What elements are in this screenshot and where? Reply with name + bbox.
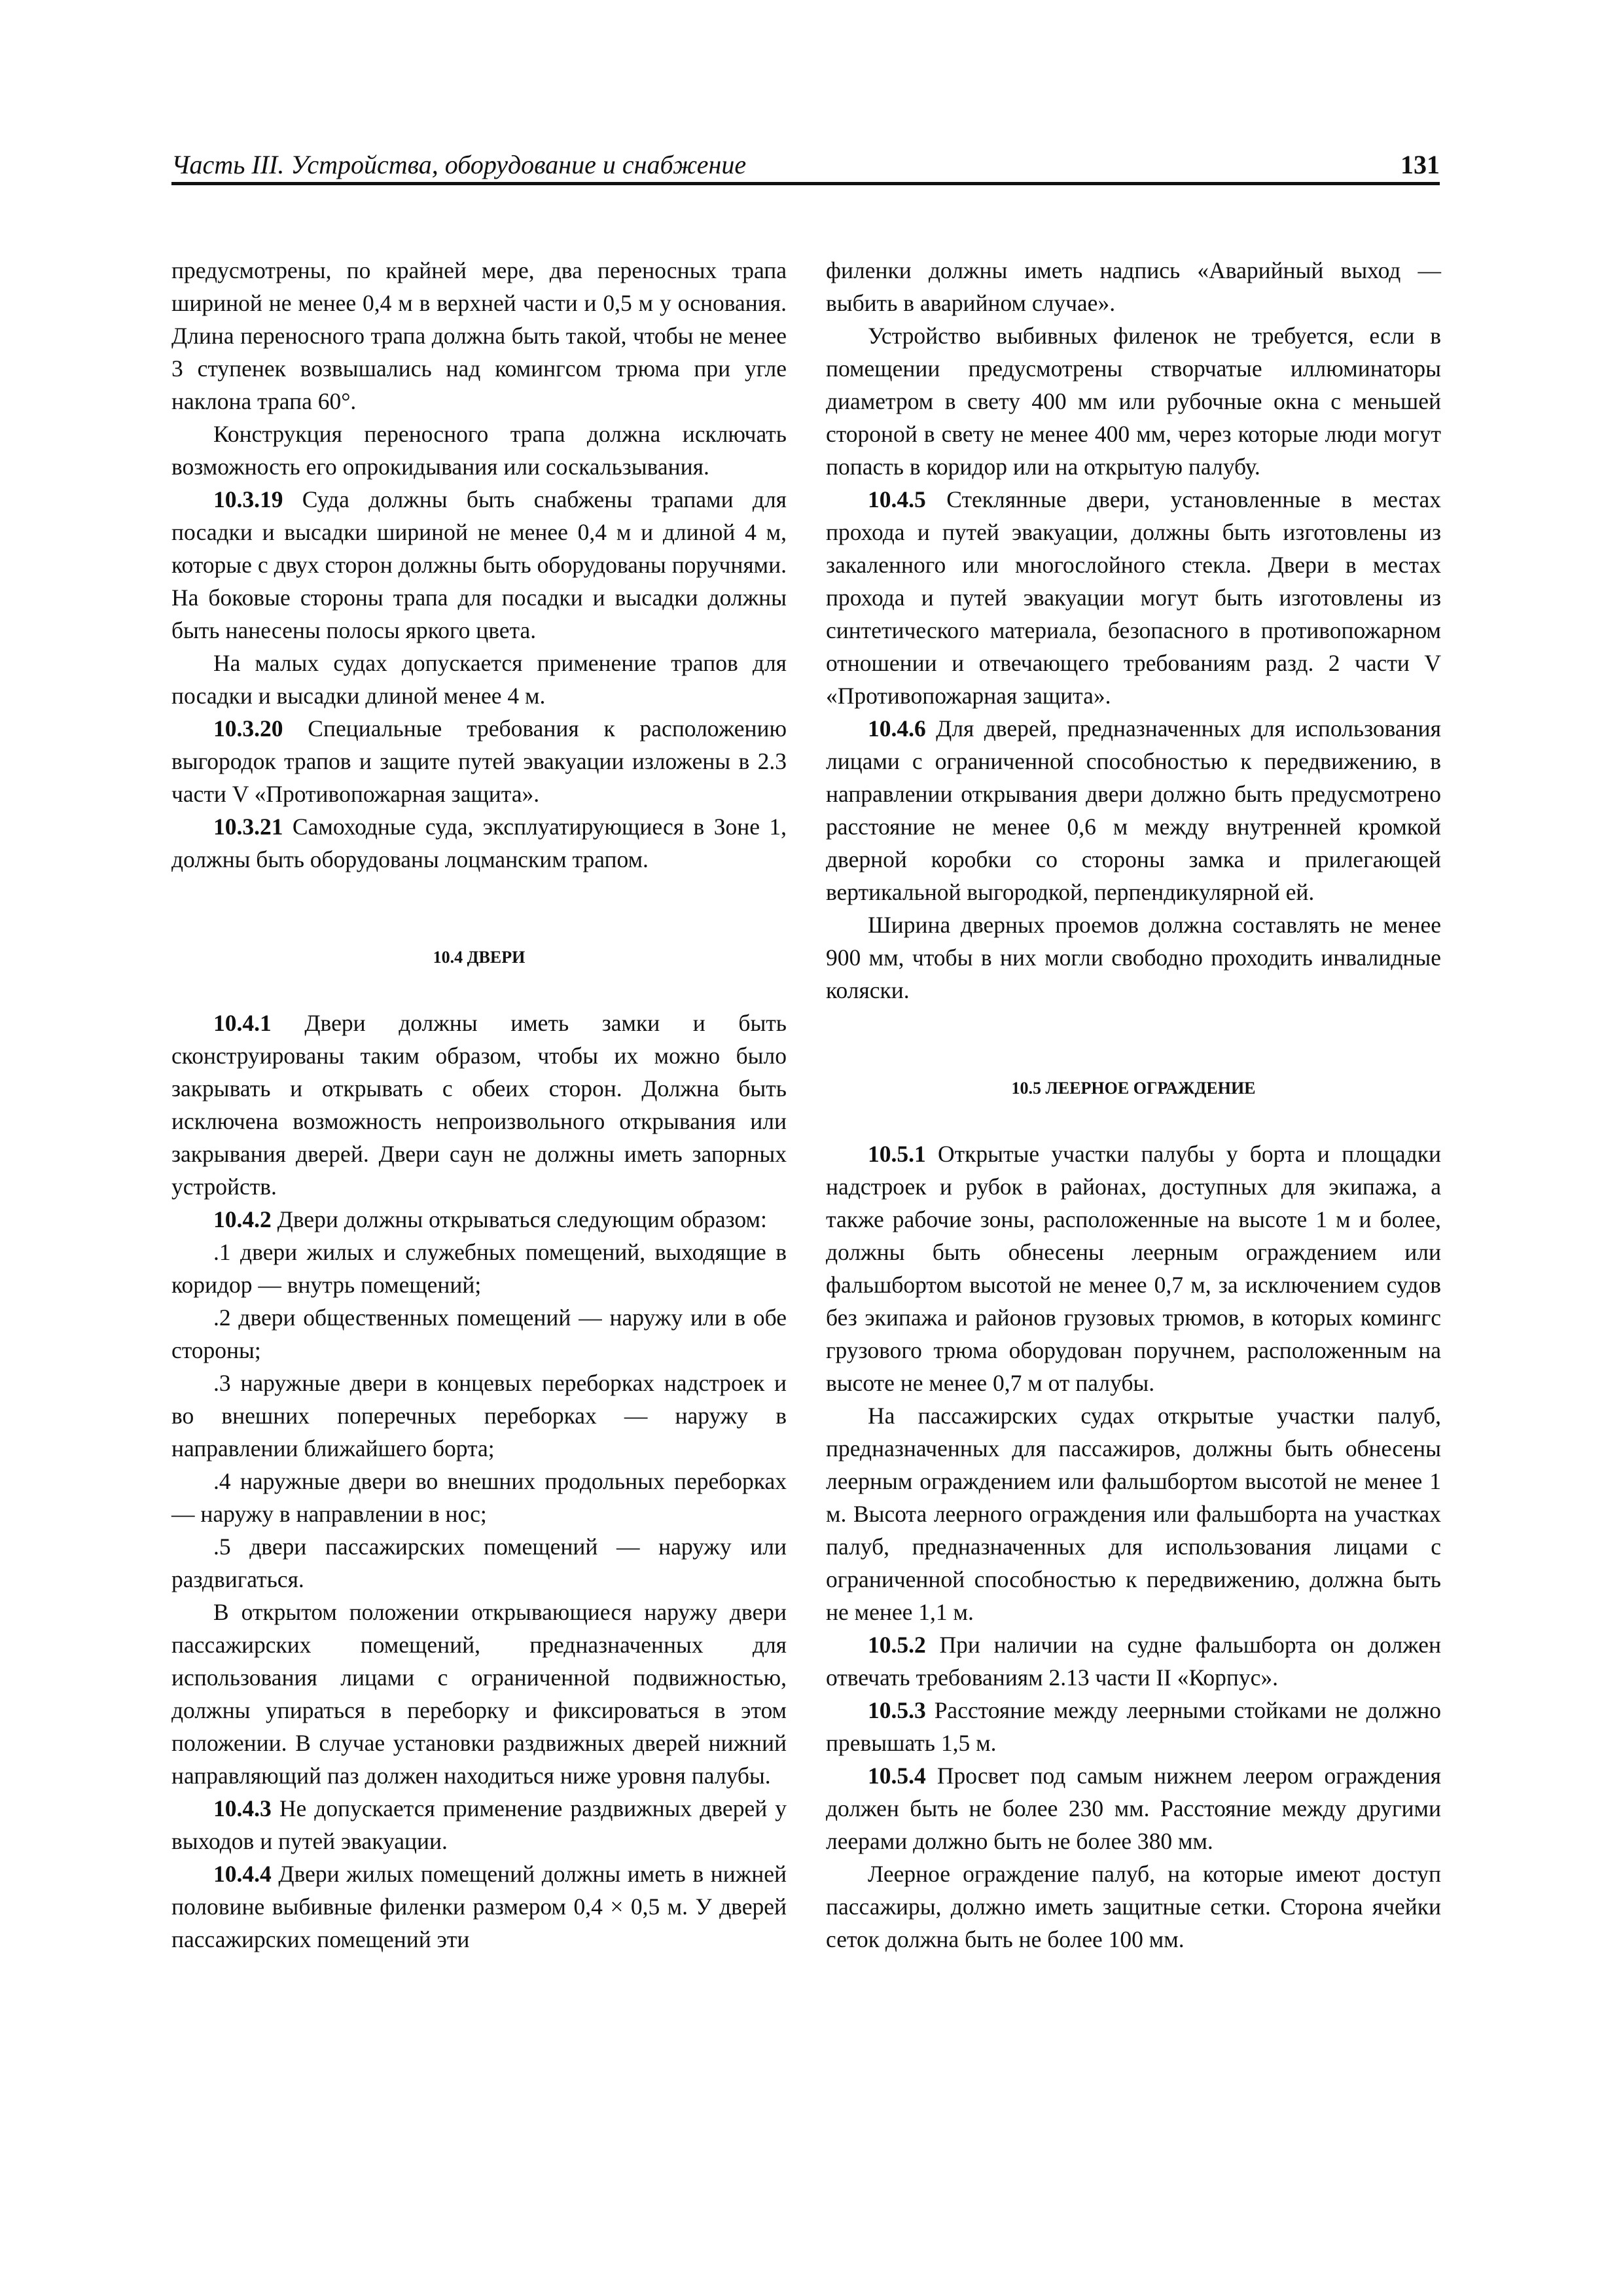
paragraph: Конструкция переносного трапа должна исключать возможность его опрокидывания или соскальзывания. [171,421,787,480]
paragraph: В открытом положении открывающиеся наружу двери пассажирских помещений, предназначенных для использования лицами с ограниченной подвижностью, должны упираться в переборку и фиксироваться в этом положении. В случае установки раздвижных дверей нижний направляющий паз должен находиться ниже уровня палубы. [171,1599,787,1789]
clause-10-4-5: 10.4.5 Стеклянные двери, установленные в местах прохода и путей эвакуации, должны быть изготовлены из закаленного или многослойного стекла. Двери в местах прохода и путей эвакуации могут быть изготовлены из синтетического материала, безопасного в противопожарном отношении и отвечающего требованиям разд. 2 части V «Противопожарная защита». [826,486,1442,709]
clause-number: 10.3.19 [213,486,283,512]
paragraph: Леерное ограждение палуб, на которые имеют доступ пассажиры, должно иметь защитные сетки. Сторона ячейки сеток должна быть не более 100 мм. [826,1861,1441,1952]
section-heading-railings: 10.5 ЛЕЕРНОЕ ОГРАЖДЕНИЕ [1011,1079,1256,1098]
paragraph: На пассажирских судах открытые участки палуб, предназначенных для пассажиров, должны быть обнесены леерным ограждением или фальшбортом высотой не менее 1 м. Высота леерного ограждения или фальшборта на участках палуб, предназначенных для использования лицами с ограниченной способностью к передвижению, должна быть не менее 1,1 м. [826,1403,1441,1625]
paragraph: Устройство выбивных филенок не требуется, если в помещении предусмотрены створчатые иллюминаторы диаметром в свету 400 мм или рубочные окна с меньшей стороной в свету не менее 400 мм, через которые люди могут попасть в коридор или на открытую палубу. [826,323,1441,480]
clause-10-5-2: 10.5.2 При наличии на судне фальшборта он должен отвечать требованиям 2.13 части II «Корпус». [826,1632,1441,1691]
clause-number: 10.4.6 [868,715,926,742]
clause-10-3-20: 10.3.20 Специальные требования к расположению выгородок трапов и защите путей эвакуации изложены в 2.3 части V «Противопожарная защита». [171,715,787,807]
clause-10-5-4: 10.5.4 Просвет под самым нижнем леером ограждения должен быть не более 230 мм. Расстояние между другими леерами должно быть не более 380 мм. [826,1763,1441,1854]
left-column [171,254,787,1956]
clause-10-4-1: 10.4.1 Двери должны иметь замки и быть сконструированы таким образом, чтобы их можно было закрывать и открывать с обеих сторон. Должна быть исключена возможность непроизвольного открывания или закрывания дверей. Двери саун не должны иметь запорных устройств. [171,1010,787,1200]
list-item: .4 наружные двери во внешних продольных переборках — наружу в направлении в нос; [171,1468,787,1527]
clause-number: 10.3.20 [213,715,283,742]
paragraph: Ширина дверных проемов должна составлять не менее 900 мм, чтобы в них могли свободно проходить инвалидные коляски. [826,912,1441,1003]
clause-number: 10.4.5 [868,486,926,512]
clause-10-5-1: 10.5.1 Открытые участки палубы у борта и площадки надстроек и рубок в районах, доступных для экипажа, а также рабочие зоны, расположенные на высоте 1 м и более, должны быть обнесены леерным ограждением или фальшбортом высотой не менее 0,7 м, за исключением судов без экипажа и районов грузовых трюмов, в которых комингс грузового трюма оборудован поручнем, расположенным на высоте не менее 0,7 м от палубы. [826,1141,1441,1396]
clause-10-5-3: 10.5.3 Расстояние между леерными стойками не должно превышать 1,5 м. [826,1697,1441,1756]
page-header [171,143,1440,185]
paragraph: предусмотрены, по крайней мере, два переносных трапа шириной не менее 0,4 м в верхней части и 0,5 м у основания. Длина переносного трапа должна быть такой, чтобы не менее 3 ступенек возвышались над комингсом трюма при угле наклона трапа 60°. [171,257,787,414]
right-column [826,254,1441,1956]
clause-number: 10.4.1 [213,1010,272,1036]
page-number: 131 [1400,150,1440,179]
clause-number: 10.5.1 [868,1141,926,1167]
clause-number: 10.5.4 [868,1763,926,1789]
list-item: .1 двери жилых и служебных помещений, выходящие в коридор — внутрь помещений; [171,1239,787,1298]
list-item: .3 наружные двери в концевых переборках надстроек и во внешних поперечных переборках — наружу в направлении ближайшего борта; [171,1370,787,1462]
section-heading-doors: 10.4 ДВЕРИ [433,948,526,967]
clause-number: 10.4.4 [213,1861,272,1887]
clause-number: 10.3.21 [213,814,283,840]
list-item: .2 двери общественных помещений — наружу или в обе стороны; [171,1304,787,1363]
running-title: Часть III. Устройства, оборудование и снабжение [171,150,747,179]
list-item: .5 двери пассажирских помещений — наружу или раздвигаться. [171,1534,787,1592]
paragraph: филенки должны иметь надпись «Аварийный выход — выбить в аварийном случае». [826,257,1441,316]
clause-10-3-19: 10.3.19 Суда должны быть снабжены трапами для посадки и высадки шириной не менее 0,4 м и длиной 4 м, которые с двух сторон должны быть оборудованы поручнями. На боковые стороны трапа для посадки и высадки должны быть нанесены полосы яркого цвета. [171,486,787,643]
clause-number: 10.5.2 [868,1632,926,1658]
clause-number: 10.4.3 [213,1795,272,1821]
clause-10-4-2: 10.4.2 Двери должны открываться следующим образом: [213,1206,767,1232]
clause-10-4-4: 10.4.4 Двери жилых помещений должны иметь в нижней половине выбивные филенки размером 0,4 × 0,5 м. У дверей пассажирских помещений эти [171,1861,787,1952]
clause-10-3-21: 10.3.21 Самоходные суда, эксплуатирующиеся в Зоне 1, должны быть оборудованы лоцманским трапом. [171,814,787,872]
clause-10-4-6: 10.4.6 Для дверей, предназначенных для использования лицами с ограниченной способностью к передвижению, в направлении открывания двери должно быть предусмотрено расстояние не менее 0,6 м между внутренней кромкой дверной коробки со стороны замка и прилегающей вертикальной выгородкой, перпендикулярной ей. [826,715,1442,905]
clause-number: 10.4.2 [213,1206,272,1232]
clause-10-4-3: 10.4.3 Не допускается применение раздвижных дверей у выходов и путей эвакуации. [171,1795,787,1854]
clause-number: 10.5.3 [868,1697,926,1723]
paragraph: На малых судах допускается применение трапов для посадки и высадки длиной менее 4 м. [171,650,787,709]
